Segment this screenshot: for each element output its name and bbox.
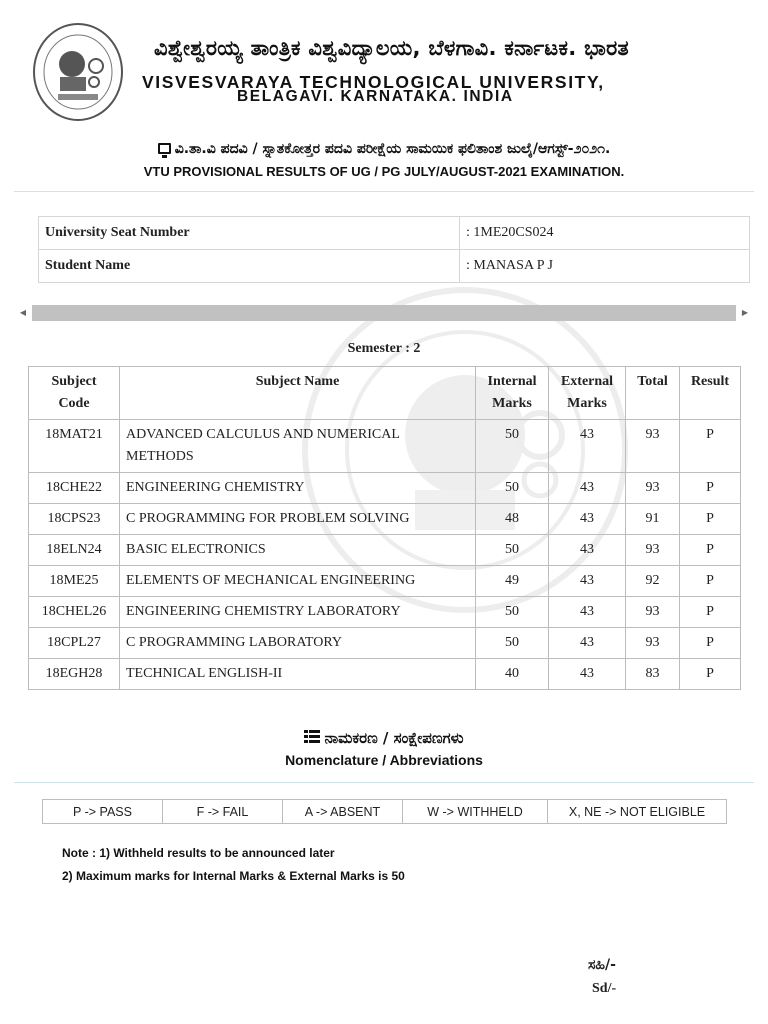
external-marks: 43: [549, 566, 626, 597]
table-row: [29, 504, 741, 535]
subject-name: C PROGRAMMING FOR PROBLEM SOLVING: [120, 504, 476, 535]
usn-row: [39, 217, 750, 250]
abbreviation-pass: P -> PASS: [43, 800, 163, 824]
subject-code: 18CPS23: [29, 504, 120, 535]
subject-name: BASIC ELECTRONICS: [120, 535, 476, 566]
internal-marks: 50: [476, 597, 549, 628]
usn-value: : 1ME20CS024: [460, 217, 750, 250]
subject-code: 18EGH28: [29, 659, 120, 690]
results-heading-kannada-text: ವಿ.ತಾ.ವಿ ಪದವಿ / ಸ್ನಾತಕೋತ್ತರ ಪದವಿ ಪರೀಕ್ಷೆಯ ಸಾಮಯಿಕ ಫಲಿತಾಂಶ ಜುಲೈ/ಆಗಸ್ಟ್-೨೦೨೧.: [174, 141, 611, 157]
subject-name: ADVANCED CALCULUS AND NUMERICAL METHODS: [120, 420, 476, 473]
external-marks: 43: [549, 420, 626, 473]
total-marks: 83: [626, 659, 680, 690]
subject-code: 18CHEL26: [29, 597, 120, 628]
result: P: [680, 535, 741, 566]
scroll-left-icon[interactable]: ◀: [19, 308, 27, 317]
internal-marks: 50: [476, 535, 549, 566]
results-heading-english: VTU PROVISIONAL RESULTS OF UG / PG JULY/AUGUST-2021 EXAMINATION.: [143, 164, 625, 179]
nomenclature-kannada-text: ನಾಮಕರಣ / ಸಂಕ್ಷೇಪಣಗಳು: [324, 729, 464, 747]
university-location: BELAGAVI. KARNATAKA. INDIA: [237, 88, 514, 105]
result: P: [680, 473, 741, 504]
subject-code: 18CPL27: [29, 628, 120, 659]
semester-label: Semester : 2: [347, 341, 421, 356]
subject-name: C PROGRAMMING LABORATORY: [120, 628, 476, 659]
table-row: [29, 473, 741, 504]
header-subject-name: Subject Name: [120, 367, 476, 420]
usn-label: University Seat Number: [39, 217, 460, 250]
university-seal-icon: [32, 22, 124, 122]
subject-name: ENGINEERING CHEMISTRY LABORATORY: [120, 597, 476, 628]
university-title-english: VISVESVARAYA TECHNOLOGICAL UNIVERSITY,: [142, 72, 605, 92]
abbreviation-not-eligible: X, NE -> NOT ELIGIBLE: [548, 800, 727, 824]
marks-table: [28, 366, 741, 690]
internal-marks: 48: [476, 504, 549, 535]
internal-marks: 49: [476, 566, 549, 597]
result: P: [680, 597, 741, 628]
total-marks: 93: [626, 420, 680, 473]
external-marks: 43: [549, 597, 626, 628]
external-marks: 43: [549, 659, 626, 690]
note-line-1: Note : 1) Withheld results to be announced later: [62, 846, 335, 860]
results-heading-kannada: [0, 141, 768, 157]
signature-english: Sd/-: [592, 981, 617, 996]
nomenclature-heading-kannada: [0, 729, 768, 747]
external-marks: 43: [549, 473, 626, 504]
total-marks: 93: [626, 535, 680, 566]
result: P: [680, 659, 741, 690]
nomenclature-heading-english: Nomenclature / Abbreviations: [285, 752, 483, 768]
result: P: [680, 504, 741, 535]
header-internal-marks: Internal Marks: [476, 367, 549, 420]
header-result: Result: [680, 367, 741, 420]
result: P: [680, 566, 741, 597]
table-row: [29, 420, 741, 473]
total-marks: 93: [626, 597, 680, 628]
subject-name: TECHNICAL ENGLISH-II: [120, 659, 476, 690]
subject-name: ENGINEERING CHEMISTRY: [120, 473, 476, 504]
internal-marks: 50: [476, 628, 549, 659]
result: P: [680, 420, 741, 473]
divider: [14, 782, 754, 783]
student-name-row: [39, 250, 750, 283]
abbreviation-fail: F -> FAIL: [163, 800, 283, 824]
student-info-table: [38, 216, 750, 283]
abbreviation-withheld: W -> WITHHELD: [403, 800, 548, 824]
external-marks: 43: [549, 504, 626, 535]
subject-code: 18CHE22: [29, 473, 120, 504]
table-row: [29, 566, 741, 597]
horizontal-scrollbar[interactable]: [14, 304, 754, 322]
external-marks: 43: [549, 535, 626, 566]
abbreviations-row: [43, 800, 727, 824]
scroll-right-icon[interactable]: ▶: [741, 308, 749, 317]
internal-marks: 50: [476, 420, 549, 473]
marks-table-header: [29, 367, 741, 420]
divider: [14, 191, 754, 192]
student-name-label: Student Name: [39, 250, 460, 283]
total-marks: 91: [626, 504, 680, 535]
header-total: Total: [626, 367, 680, 420]
scrollbar-thumb[interactable]: [32, 305, 736, 321]
subject-code: 18ELN24: [29, 535, 120, 566]
abbreviation-absent: A -> ABSENT: [283, 800, 403, 824]
university-title-kannada: ವಿಶ್ವೇಶ್ವರಯ್ಯ ತಾಂತ್ರಿಕ ವಿಶ್ವವಿದ್ಯಾಲಯ, ಬೆಳಗಾವಿ. ಕರ್ನಾಟಕ. ಭಾರತ: [154, 36, 629, 60]
list-icon: [304, 730, 320, 744]
internal-marks: 40: [476, 659, 549, 690]
subject-code: 18ME25: [29, 566, 120, 597]
table-row: [29, 597, 741, 628]
internal-marks: 50: [476, 473, 549, 504]
result: P: [680, 628, 741, 659]
desktop-icon: [158, 143, 171, 154]
subject-name: ELEMENTS OF MECHANICAL ENGINEERING: [120, 566, 476, 597]
note-line-2: 2) Maximum marks for Internal Marks & External Marks is 50: [62, 869, 405, 883]
signature-kannada: ಸಹಿ/-: [588, 957, 616, 973]
table-row: [29, 659, 741, 690]
table-row: [29, 628, 741, 659]
external-marks: 43: [549, 628, 626, 659]
total-marks: 93: [626, 473, 680, 504]
student-name-value: : MANASA P J: [460, 250, 750, 283]
header-external-marks: External Marks: [549, 367, 626, 420]
total-marks: 92: [626, 566, 680, 597]
total-marks: 93: [626, 628, 680, 659]
subject-code: 18MAT21: [29, 420, 120, 473]
page-header: [0, 0, 768, 130]
abbreviations-table: [42, 799, 727, 824]
header-subject-code: Subject Code: [29, 367, 120, 420]
table-row: [29, 535, 741, 566]
